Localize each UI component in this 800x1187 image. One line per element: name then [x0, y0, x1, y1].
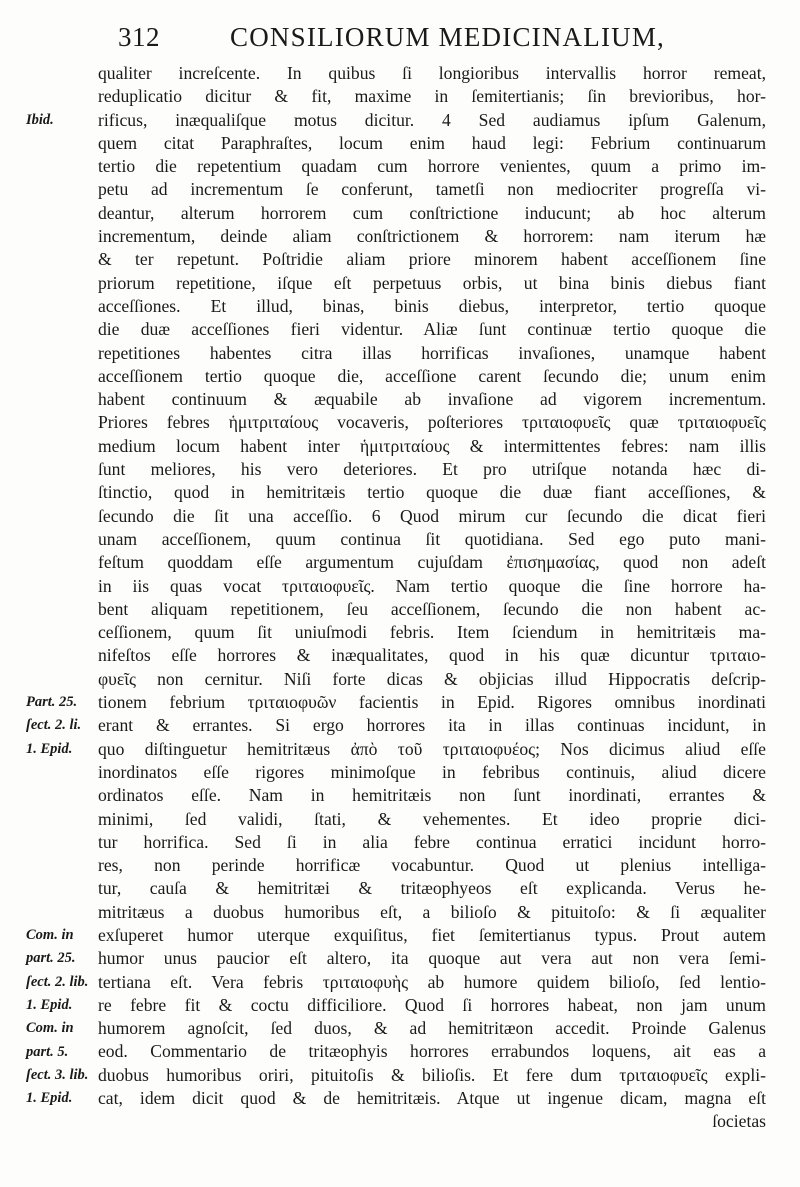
text-line: & ter repetunt. Poſtridie aliam priore minorem habent acceſſionem ſine [98, 249, 766, 270]
text-line: feſtum quoddam eſſe argumentum cujuſdam ἐπισημασίας, quod non adeſt [98, 552, 766, 573]
margin-note: 1. Epid. [26, 997, 73, 1013]
margin-note: part. 25. [26, 950, 76, 967]
margin-note: part. 5. [26, 1043, 69, 1060]
text-line: tur, cauſa & hemitritæi & tritæophyeos eſt explicanda. Verus he- [98, 878, 766, 899]
text-line: inordinatos eſſe rigores minimoſque in febribus continuis, aliud dicere [98, 761, 766, 782]
text-line: petu ad incrementum ſe conferunt, tametſi non mediocriter progreſſa vi- [98, 179, 766, 200]
text-line: rificus, inæqualiſque motus dicitur. 4 Sed audiamus ipſum Galenum, [98, 109, 766, 130]
text-line: humor unus paucior eſt altero, ita quoque aut vera aut non vera ſemi- [98, 948, 766, 969]
margin-note: 1. Epid. [26, 740, 73, 757]
text-line: res, non perinde horrificæ vocabuntur. Quod ut plenius intelliga- [98, 855, 766, 876]
running-title: CONSILIORUM MEDICINALIUM, [230, 22, 665, 52]
text-line: minimi, ſed validi, ſtati, & vehementes. Et ideo proprie dici- [98, 808, 766, 829]
margin-note: Com. in [26, 1020, 74, 1037]
body-text [98, 62, 766, 1134]
text-line: re febre fit & coctu difficiliore. Quod ſi horrores habeat, non jam unum [98, 994, 766, 1015]
margin-notes [0, 0, 100, 1187]
text-line: bent aliquam repetitionem, ſeu acceſſionem, ſecundo die non habent ac- [98, 598, 766, 619]
text-line: cat, idem dicit quod & de hemitritæis. Atque ut ingenue dicam, magna eſt [98, 1088, 766, 1109]
text-line: reduplicatio dicitur & fit, maxime in ſemitertianis; ſin brevioribus, hor- [98, 86, 766, 107]
text-line: ſunt meliores, his vero deteriores. Et pro utriſque notanda hæc di- [98, 459, 766, 480]
text-line: Priores febres ἡμιτριταίους vocaveris, poſteriores τριταιοφυεῖς quæ τριταιοφυεῖς [98, 412, 766, 433]
text-line: exſuperet humor uterque exquiſitus, fiet ſemitertianus typus. Prout autem [98, 924, 766, 945]
margin-note: ſect. 2. lib. [26, 973, 89, 990]
text-line: tertio die repetentium quadam cum horrore venientes, quum a primo im- [98, 156, 766, 177]
page-number: 312 [118, 22, 160, 52]
margin-note: ſect. 2. li. [26, 717, 82, 734]
text-line: humorem agnoſcit, ſed duos, & ad hemitritæon accedit. Proinde Galenus [98, 1018, 766, 1039]
text-line: repetitiones habentes citra illas horrificas invaſiones, unamque habent [98, 342, 766, 363]
text-line: medium locum habent inter ἡμιτριταίους & intermittentes febres: nam illis [98, 435, 766, 456]
margin-note: ſect. 3. lib. [26, 1066, 89, 1083]
text-line: quem citat Paraphraſtes, locum enim haud legi: Febrium continuarum [98, 132, 766, 153]
text-line: tionem febrium τριταιοφυῶν facientis in Epid. Rigores omnibus inordinati [98, 692, 766, 713]
text-line: habent continuum & æquabile ab invaſione ad vigorem incrementum. [98, 389, 766, 410]
text-line: ceſſionem, quum ſit uniuſmodi febris. Item ſciendum in hemitritæis ma- [98, 622, 766, 643]
text-line: quo diſtinguetur hemitritæus ἀπὸ τοῦ τριταιοφυέος; Nos dicimus aliud eſſe [98, 738, 766, 759]
text-line: ordinatos eſſe. Nam in hemitritæis non ſunt inordinati, errantes & [98, 785, 766, 806]
text-line: qualiter increſcente. In quibus ſi longioribus intervallis horror remeat, [98, 63, 766, 83]
text-line: duobus humoribus oriri, pituitoſis & bilioſis. Et fere dum τριταιοφυεῖς expli- [98, 1064, 766, 1085]
text-line: priorum repetitione, iſque eſt perpetuus orbis, ut bina binis diebus fiant [98, 272, 766, 293]
text-line: ſocietas [712, 1111, 766, 1132]
text-line: acceſſiones. Et illud, binas, binis diebus, interpretor, tertio quoque [98, 295, 766, 316]
text-line: ſtinctio, quod in hemitritæis tertio quoque die duæ fiant acceſſiones, & [98, 482, 766, 503]
margin-note: Part. 25. [26, 694, 78, 711]
text-line: in iis quas vocat τριταιοφυεῖς. Nam tertio quoque die ſine horrore ha- [98, 575, 766, 596]
page-header [118, 16, 778, 56]
text-line: φυεῖς non cernitur. Niſi forte dicas & objicias illud Hippocratis deſcrip- [98, 668, 766, 689]
text-line: incrementum, deinde aliam conſtrictionem & horrorem: nam iterum hæ [98, 226, 766, 247]
text-line: tur horrifica. Sed ſi in alia febre continua erratici incidunt horro- [98, 831, 766, 852]
margin-note: 1. Epid. [26, 1090, 73, 1107]
text-line: mitritæus a duobus humoribus eſt, a bilioſo & pituitoſo: & ſi æqualiter [98, 901, 766, 922]
text-line: deantur, alterum horrorem cum conſtrictione inducunt; ab hoc alterum [98, 202, 766, 223]
text-line: die duæ acceſſiones fieri videntur. Aliæ ſunt continuæ tertio quoque die [98, 319, 766, 340]
text-line: nifeſtos eſſe horrores & inæqualitates, quod in his quæ dicuntur τριταιο- [98, 645, 766, 666]
margin-note: Com. in [26, 927, 74, 944]
text-line: acceſſionem tertio quoque die, acceſſione carent ſecundo die; unum enim [98, 365, 766, 386]
text-line: unam acceſſionem, quum continua ſit quotidiana. Sed ego puto mani- [98, 528, 766, 549]
text-line: ſecundo die ſit una acceſſio. 6 Quod mirum cur ſecundo die dicat fieri [98, 505, 766, 526]
margin-note: Ibid. [26, 111, 54, 128]
text-line: eod. Commentario de tritæophyis horrores errabundos loquens, ait eas a [98, 1041, 766, 1062]
text-line: erant & errantes. Si ergo horrores ita in illas continuas incidunt, in [98, 715, 766, 736]
text-line: tertiana eſt. Vera febris τριταιοφυὴς ab humore quidem bilioſo, ſed lentio- [98, 971, 766, 992]
